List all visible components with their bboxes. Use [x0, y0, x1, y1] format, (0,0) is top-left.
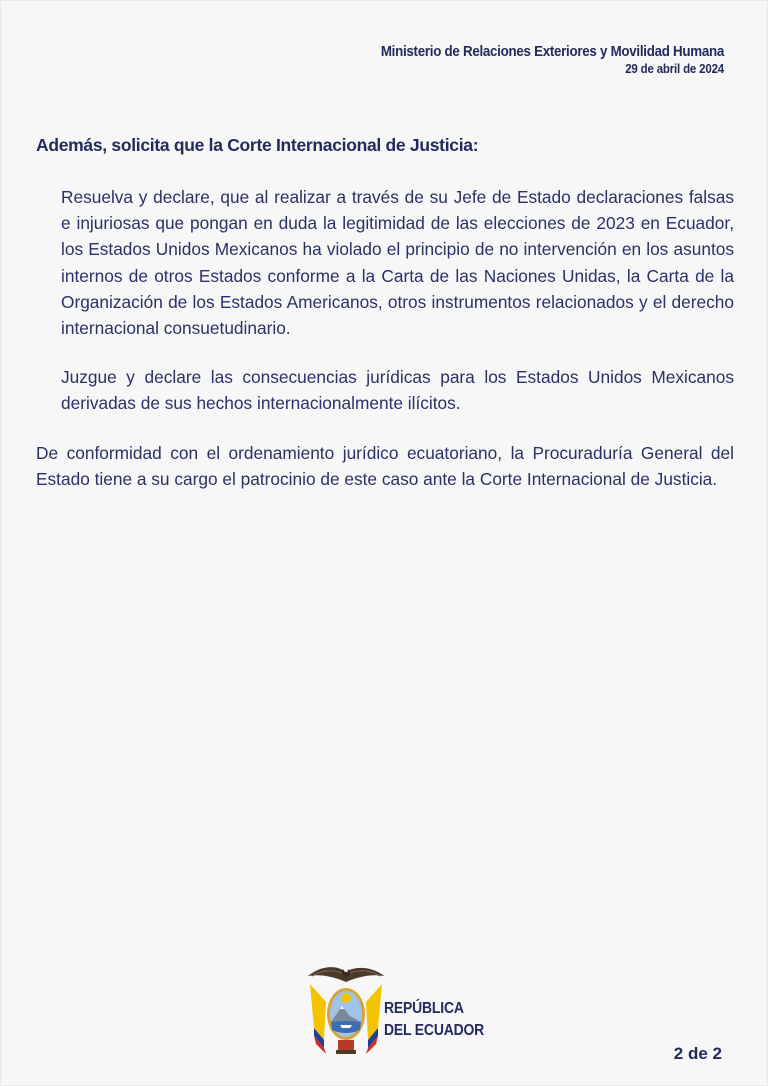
paragraph-request-1: Resuelva y declare, que al realizar a través de su Jefe de Estado declaraciones falsas e injuriosas que pongan en duda la legitimidad de las elecciones de 2023 en Ecuador, los Estados Unidos Mexicanos ha violado el principio de no intervención en los asuntos internos de otros Estados conforme a la Carta de las Naciones Unidas, la Carta de la Organización de los Estados Americanos, otros instrumentos relacionados y el derecho internacional consuetudinario. — [61, 187, 734, 339]
paragraph-request-2: Juzgue y declare las consecuencias jurídicas para los Estados Unidos Mexicanos derivadas de sus hechos internacionalmente ilícitos. — [61, 367, 734, 414]
republic-label — [384, 998, 484, 1042]
republic-label-line-1: REPÚBLICA — [384, 1000, 464, 1017]
page-number: 2 de 2 — [673, 1044, 722, 1063]
ministry-name: Ministerio de Relaciones Exteriores y Movilidad Humana — [380, 44, 724, 60]
republic-label-line-2: DEL ECUADOR — [384, 1022, 485, 1039]
section-heading: Además, solicita que la Corte Internacional de Justicia: — [36, 135, 479, 155]
paragraph-conformity: De conformidad con el ordenamiento jurídico ecuatoriano, la Procuraduría General del Estado tiene a su cargo el patrocinio de este caso ante la Corte Internacional de Justicia. — [36, 443, 734, 490]
document-header — [351, 44, 724, 76]
document-date: 29 de abril de 2024 — [625, 62, 724, 76]
